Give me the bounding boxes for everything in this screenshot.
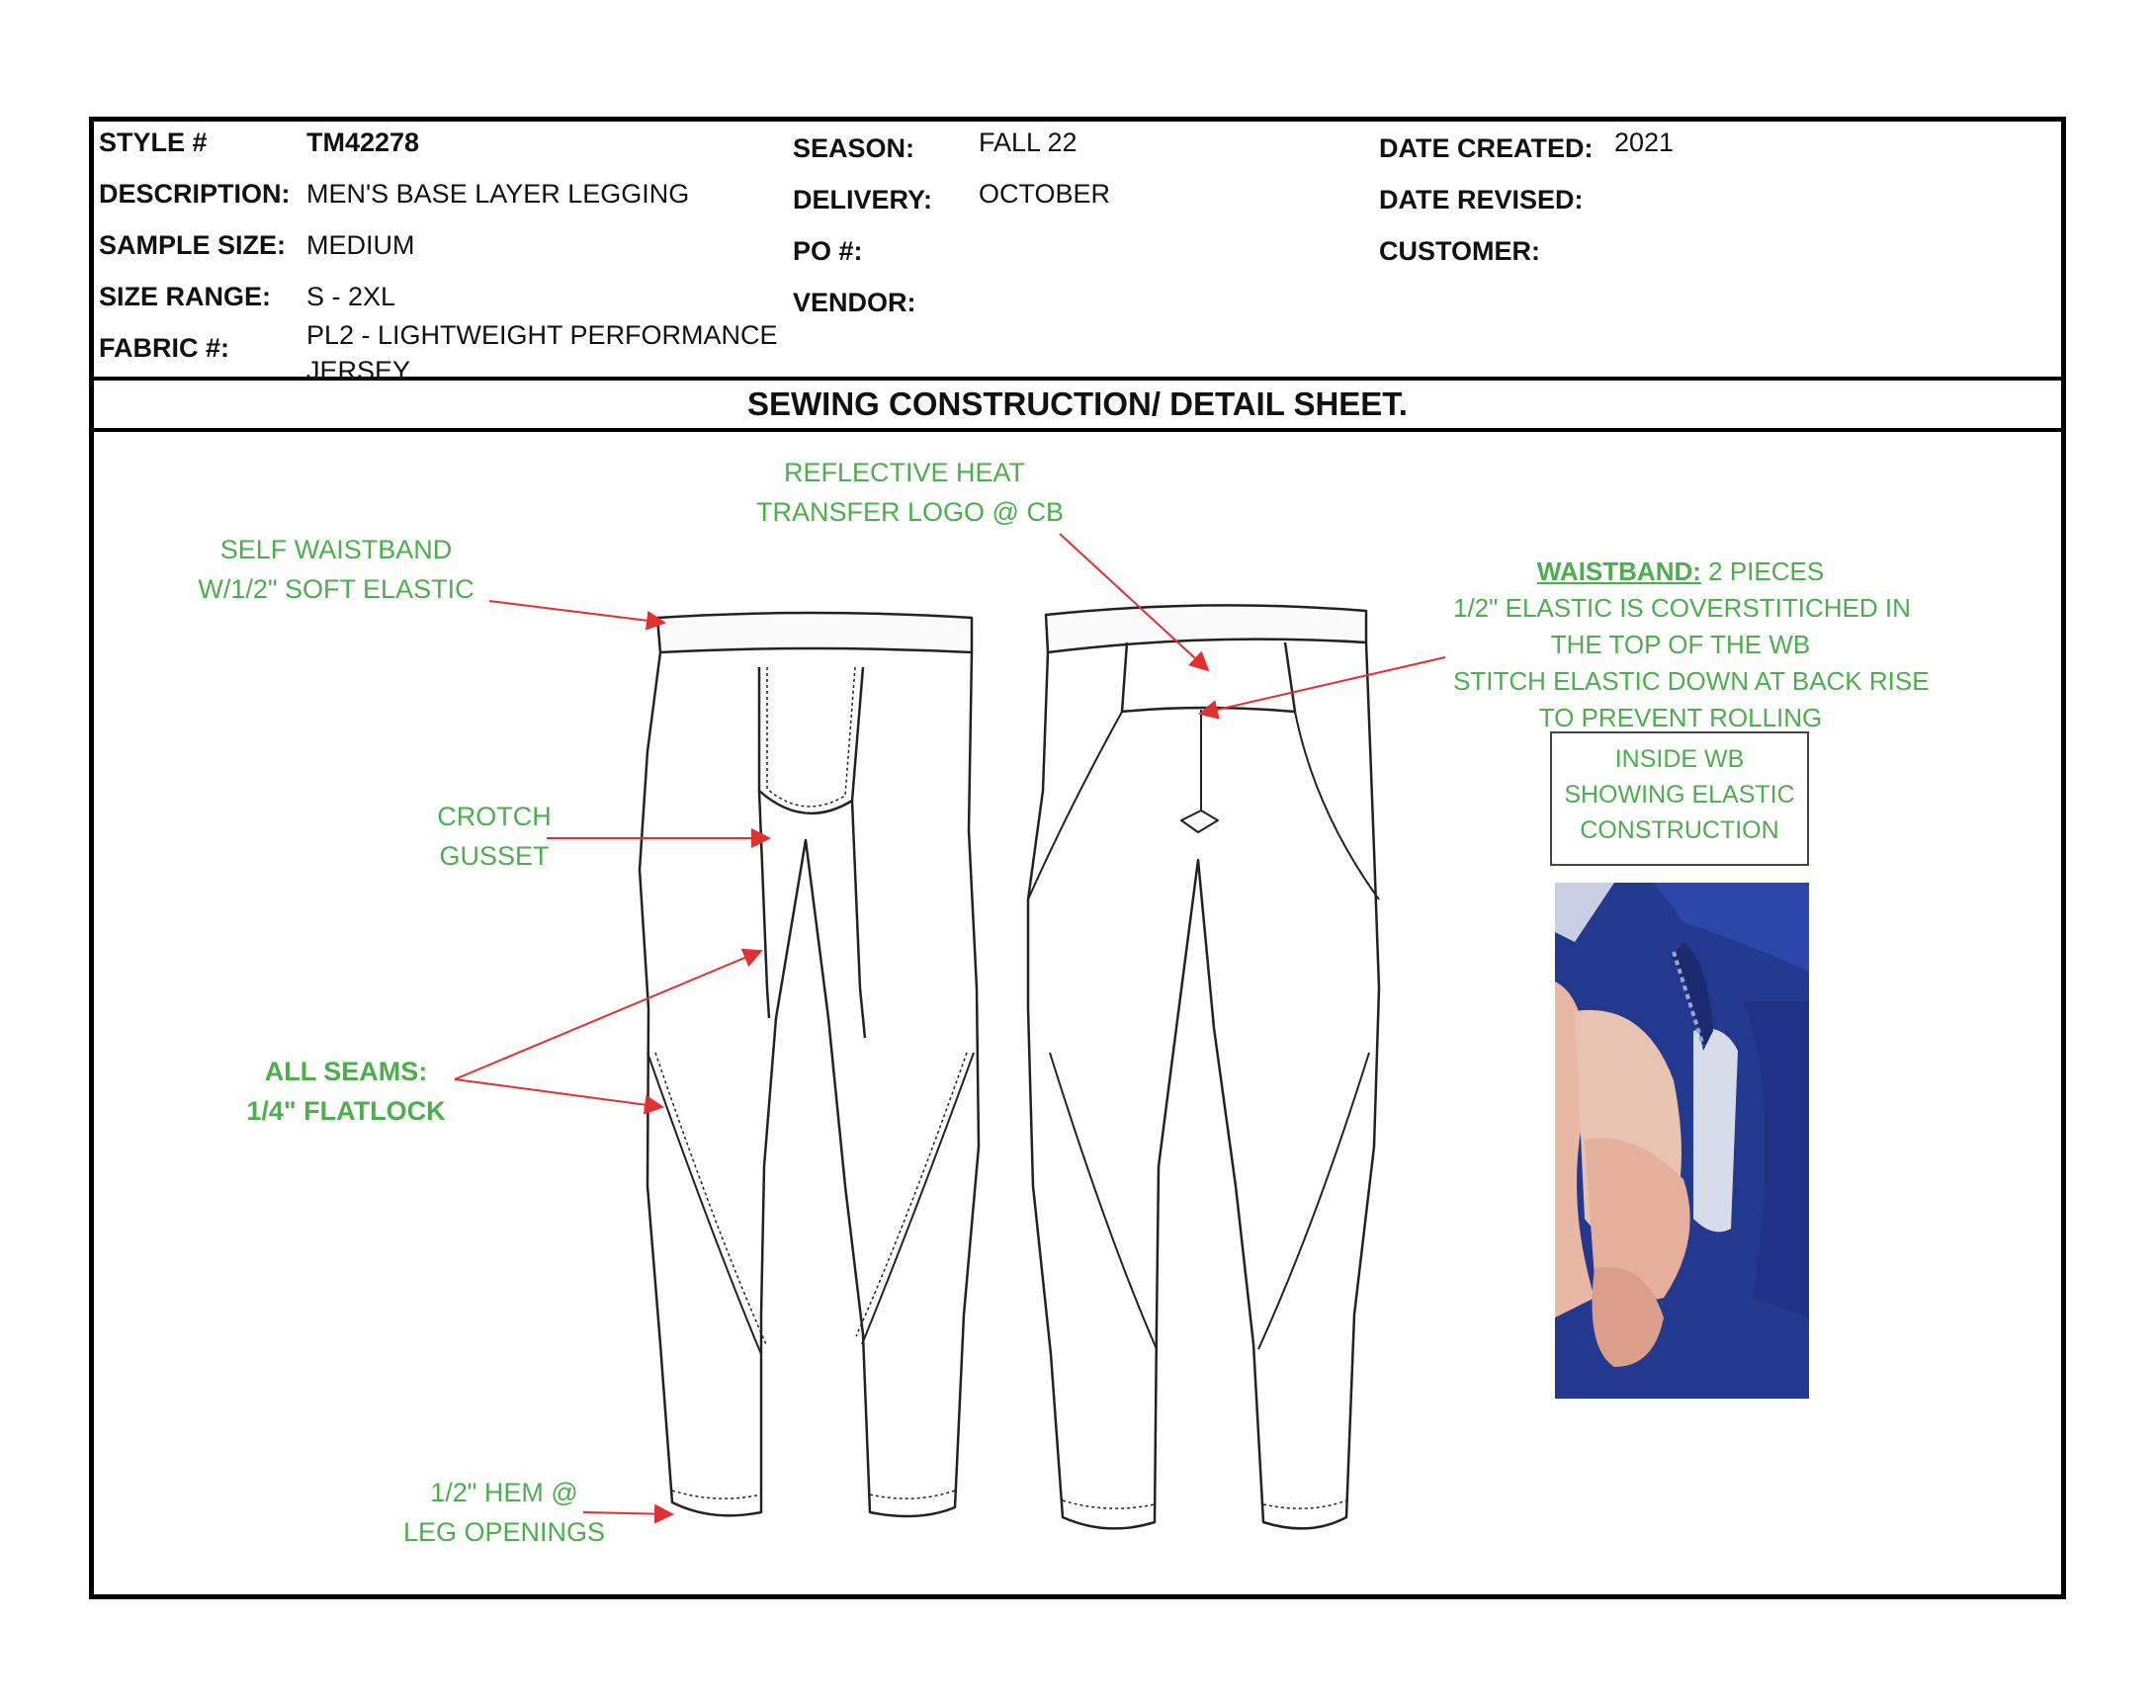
waistband-spec-heading-rest: 2 PIECES xyxy=(1700,556,1825,586)
inside-waistband-photo xyxy=(1555,883,1809,1399)
logo-callout-line2: TRANSFER LOGO @ CB xyxy=(756,497,1064,527)
seams-callout-line2: 1/4" FLATLOCK xyxy=(246,1096,446,1126)
crotch-callout-line1: CROTCH xyxy=(437,802,552,831)
sample-size-value: MEDIUM xyxy=(306,230,415,260)
header-block xyxy=(94,122,2061,385)
waistband-spec-callout xyxy=(1453,554,1930,736)
date-created-value: 2021 xyxy=(1614,128,1675,157)
hem-callout-line1: 1/2" HEM @ xyxy=(430,1478,578,1507)
waistband-callout-line1: SELF WAISTBAND xyxy=(219,535,453,564)
logo-callout-line1: REFLECTIVE HEAT xyxy=(783,458,1026,487)
waistband-callout xyxy=(188,530,484,609)
waistband-spec-line5: TO PREVENT ROLLING xyxy=(1538,703,1823,732)
waistband-spec-line3: THE TOP OF THE WB xyxy=(1550,630,1811,659)
style-label: STYLE # xyxy=(99,128,208,157)
delivery-value: OCTOBER xyxy=(979,179,1111,209)
photo-illustration xyxy=(1555,883,1809,1399)
crotch-callout xyxy=(425,797,563,876)
fabric-label: FABRIC #: xyxy=(99,333,230,363)
delivery-label: DELIVERY: xyxy=(793,185,933,214)
logo-callout xyxy=(756,453,1064,532)
date-created-label: DATE CREATED: xyxy=(1379,133,1594,163)
waistband-spec-line4: STITCH ELASTIC DOWN AT BACK RISE xyxy=(1453,666,1930,696)
waistband-callout-line2: W/1/2" SOFT ELASTIC xyxy=(198,574,474,604)
fabric-value: PL2 - LIGHTWEIGHT PERFORMANCE JERSEY xyxy=(306,320,778,385)
customer-label: CUSTOMER: xyxy=(1379,236,1541,266)
inside-wb-line2: SHOWING ELASTIC xyxy=(1564,781,1795,809)
seams-callout-line1: ALL SEAMS: xyxy=(264,1057,428,1086)
waistband-spec-line2: 1/2" ELASTIC IS COVERSTITICHED IN xyxy=(1453,593,1911,623)
description-label: DESCRIPTION: xyxy=(99,179,291,209)
hem-callout-line2: LEG OPENINGS xyxy=(402,1517,606,1547)
inside-wb-note-box xyxy=(1550,731,1809,866)
seams-callout xyxy=(237,1052,455,1131)
season-label: SEASON: xyxy=(793,133,915,163)
size-range-value: S - 2XL xyxy=(306,282,396,311)
po-label: PO #: xyxy=(793,236,863,266)
description-value: MEN'S BASE LAYER LEGGING xyxy=(306,179,690,209)
hem-callout xyxy=(400,1473,608,1552)
size-range-label: SIZE RANGE: xyxy=(99,282,272,311)
inside-wb-line1: INSIDE WB xyxy=(1614,745,1745,773)
sheet-title: SEWING CONSTRUCTION/ DETAIL SHEET. xyxy=(94,381,2061,432)
waistband-spec-heading: WAISTBAND: xyxy=(1536,556,1701,586)
style-value: TM42278 xyxy=(306,128,420,157)
date-revised-label: DATE REVISED: xyxy=(1379,185,1584,214)
waistband-spec-title xyxy=(1453,554,1908,590)
crotch-callout-line2: GUSSET xyxy=(439,841,550,871)
inside-wb-line3: CONSTRUCTION xyxy=(1580,816,1779,844)
vendor-label: VENDOR: xyxy=(793,288,916,317)
sample-size-label: SAMPLE SIZE: xyxy=(99,230,287,260)
season-value: FALL 22 xyxy=(979,128,1078,157)
